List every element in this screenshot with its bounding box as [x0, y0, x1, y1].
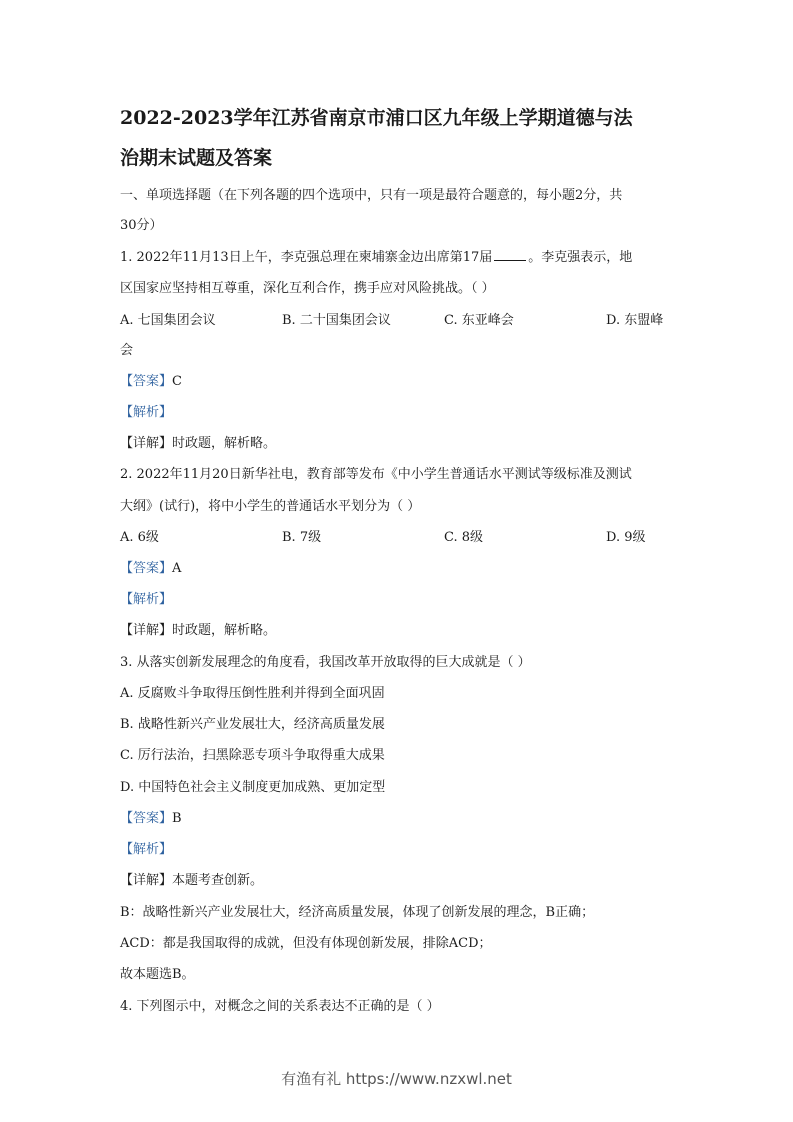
answer-label: 【答案】 — [120, 811, 173, 826]
q1-option-c: C. 东亚峰会 — [444, 313, 514, 328]
q1-analysis-label: 【解析】 — [120, 405, 173, 420]
document-title-line-1: 2022-2023学年江苏省南京市浦口区九年级上学期道德与法 — [120, 107, 633, 129]
section-heading-line-2: 30分） — [120, 218, 163, 233]
q1-stem-text-a: 1. 2022年11月13日上午，李克强总理在柬埔寨金边出席第17届 — [120, 250, 493, 265]
q3-option-a: A. 反腐败斗争取得压倒性胜利并得到全面巩固 — [120, 686, 385, 701]
q1-detail — [120, 434, 680, 454]
q1-option-b: B. 二十国集团会议 — [282, 313, 391, 328]
q1-option-d-wrap: 会 — [120, 343, 134, 358]
q2-detail — [120, 621, 680, 641]
q2-answer — [120, 559, 680, 579]
q1-stem-line-2: 区国家应坚持相互尊重，深化互利合作，携手应对风险挑战。（ ） — [120, 281, 495, 296]
q3-explain-line-1: B：战略性新兴产业发展壮大，经济高质量发展，体现了创新发展的理念，B正确； — [120, 905, 595, 920]
q3-option-d: D. 中国特色社会主义制度更加成熟、更加定型 — [120, 780, 386, 795]
q4-stem: 4. 下列图示中，对概念之间的关系表达不正确的是（ ） — [120, 999, 440, 1014]
q3-explain-line-2: ACD：都是我国取得的成就，但没有体现创新发展，排除ACD； — [120, 936, 492, 951]
q1-option-d: D. 东盟峰 — [606, 313, 664, 328]
answer-label: 【答案】 — [120, 374, 173, 389]
q3-detail — [120, 871, 680, 891]
q2-option-b: B. 7级 — [282, 530, 322, 545]
q1-answer — [120, 372, 680, 392]
q1-fill-blank — [494, 248, 526, 261]
q2-analysis-label: 【解析】 — [120, 592, 173, 607]
detail-label: 【详解】 — [120, 436, 173, 451]
document-title-line-2: 治期末试题及答案 — [120, 147, 273, 169]
q3-option-b: B. 战略性新兴产业发展壮大，经济高质量发展 — [120, 717, 385, 732]
q1-detail-text: 时政题，解析略。 — [172, 436, 277, 451]
q1-answer-value: C — [172, 374, 182, 389]
q3-answer-value: B — [172, 811, 182, 826]
q3-detail-text: 本题考查创新。 — [172, 873, 264, 888]
page-footer-watermark: 有渔有礼 https://www.nzxwl.net — [281, 1070, 512, 1088]
q2-answer-value: A — [172, 561, 182, 576]
q2-option-a: A. 6级 — [120, 530, 159, 545]
q2-option-d: D. 9级 — [606, 530, 646, 545]
detail-label: 【详解】 — [120, 623, 173, 638]
q1-stem-text-b: 。李克强表示，地 — [528, 250, 633, 265]
q3-answer — [120, 809, 680, 829]
answer-label: 【答案】 — [120, 561, 173, 576]
detail-label: 【详解】 — [120, 873, 173, 888]
q2-detail-text: 时政题，解析略。 — [172, 623, 277, 638]
q1-option-a: A. 七国集团会议 — [120, 313, 216, 328]
section-heading-line-1: 一、单项选择题（在下列各题的四个选项中，只有一项是最符合题意的，每小题2分，共 — [120, 188, 623, 203]
q2-option-c: C. 8级 — [444, 530, 484, 545]
q3-explain-line-3: 故本题选B。 — [120, 967, 195, 982]
q2-stem-line-2: 大纲》(试行)，将中小学生的普通话水平划分为（ ） — [120, 499, 421, 514]
q3-option-c: C. 厉行法治，扫黑除恶专项斗争取得重大成果 — [120, 748, 385, 763]
q1-stem-line-1 — [120, 248, 680, 268]
q3-analysis-label: 【解析】 — [120, 842, 173, 857]
q2-stem-line-1: 2. 2022年11月20日新华社电，教育部等发布《中小学生普通话水平测试等级标准及测试 — [120, 467, 632, 482]
q3-stem: 3. 从落实创新发展理念的角度看，我国改革开放取得的巨大成就是（ ） — [120, 655, 531, 670]
